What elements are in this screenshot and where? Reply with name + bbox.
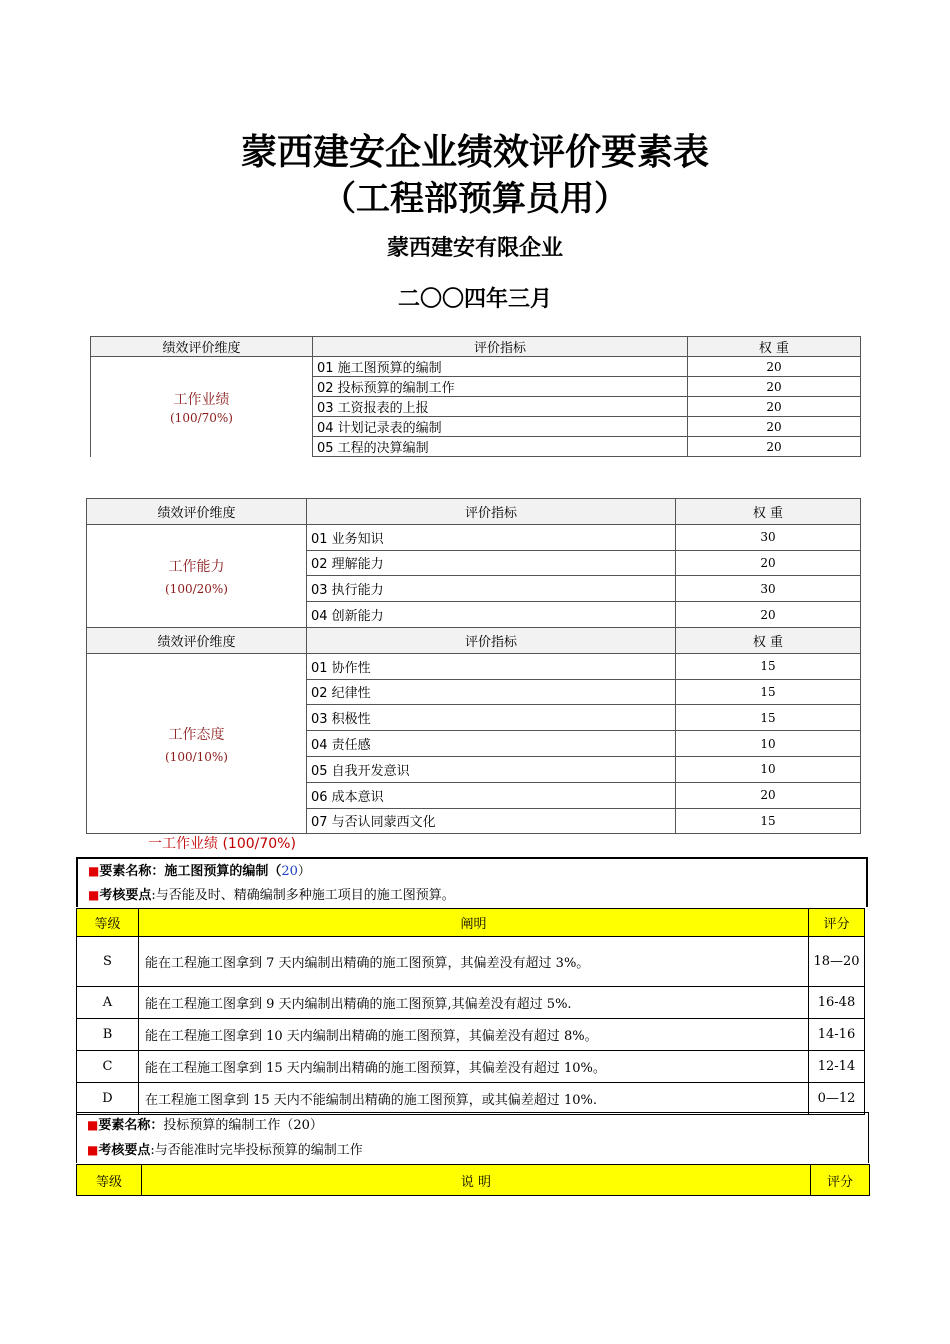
score-cell: 18—20 (809, 937, 865, 987)
weight-cell: 20 (676, 782, 861, 808)
document-subtitle: （工程部预算员用） (322, 179, 628, 219)
element-name-label: 要素名称： (98, 1118, 164, 1133)
grade-cell: B (77, 1019, 139, 1051)
description-cell: 能在工程施工图拿到 9 天内编制出精确的施工图预算,其偏差没有超过 5%. (139, 987, 809, 1019)
table-header-indicator: 评价指标 (313, 337, 688, 357)
description-cell: 在工程施工图拿到 15 天内不能编制出精确的施工图预算，或其偏差超过 10%. (139, 1083, 809, 1115)
description-cell: 能在工程施工图拿到 10 天内编制出精确的施工图预算，其偏差没有超过 8%。 (139, 1019, 809, 1051)
grade-header: 等级 (77, 909, 139, 937)
weight-cell: 20 (688, 357, 861, 377)
key-point-label: 考核要点 (98, 1143, 151, 1158)
grade-cell: A (77, 987, 139, 1019)
indicator-cell: 03 执行能力 (307, 576, 676, 602)
grade-cell: D (77, 1083, 139, 1115)
grade-header: 等级 (77, 1165, 142, 1196)
dimension-cell (87, 524, 307, 627)
dimension-percent: (100/20%) (165, 581, 228, 596)
red-square-icon: ■ (87, 1118, 99, 1132)
dimension-cell (91, 357, 313, 457)
table-header-indicator: 评价指标 (307, 627, 676, 653)
indicator-cell: 04 创新能力 (307, 602, 676, 628)
red-square-icon: ■ (87, 1143, 99, 1157)
indicator-cell: 01 施工图预算的编制 (313, 357, 688, 377)
score-cell: 14-16 (809, 1019, 865, 1051)
key-point-value: :与否能及时、精确编制多种施工项目的施工图预算。 (151, 888, 455, 903)
weight-cell: 30 (676, 524, 861, 550)
description-header: 阐明 (139, 909, 809, 937)
weight-cell: 10 (676, 756, 861, 782)
indicator-cell: 02 理解能力 (307, 550, 676, 576)
indicator-cell: 06 成本意识 (307, 782, 676, 808)
table-header-dimension: 绩效评价维度 (91, 337, 313, 357)
indicator-cell: 04 责任感 (307, 731, 676, 757)
company-name: 蒙西建安有限企业 (386, 236, 563, 261)
indicator-cell: 04 计划记录表的编制 (313, 417, 688, 437)
element-name-value: 施工图预算的编制（ (164, 864, 282, 879)
key-point-value: :与否能准时完毕投标预算的编制工作 (150, 1143, 363, 1158)
weight-cell: 20 (688, 417, 861, 437)
element-score: 20 (281, 864, 298, 879)
indicator-cell: 05 工程的决算编制 (313, 437, 688, 457)
indicator-cell: 02 纪律性 (307, 679, 676, 705)
indicator-cell: 01 业务知识 (307, 524, 676, 550)
grade-cell: C (77, 1051, 139, 1083)
dimension-name: 工作态度 (168, 726, 225, 743)
description-cell: 能在工程施工图拿到 15 天内编制出精确的施工图预算，其偏差没有超过 10%。 (139, 1051, 809, 1083)
element-name-close: ） (297, 864, 311, 879)
weight-cell: 20 (676, 602, 861, 628)
indicator-cell: 07 与否认同蒙西文化 (307, 808, 676, 834)
work-performance-table (90, 336, 861, 457)
element-name-label: 要素名称： (99, 864, 165, 879)
indicator-cell: 02 投标预算的编制工作 (313, 377, 688, 397)
table-header-weight: 权 重 (676, 499, 861, 525)
dimension-name: 工作能力 (168, 558, 225, 575)
grade-cell: S (77, 937, 139, 987)
dimension-cell (87, 653, 307, 834)
element-box-2 (76, 1112, 869, 1163)
table-header-weight: 权 重 (688, 337, 861, 357)
dimension-name: 工作业绩 (173, 391, 230, 408)
element-name-value: 投标预算的编制工作（20） (163, 1118, 323, 1133)
weight-cell: 15 (676, 808, 861, 834)
grade-table-2 (76, 1164, 870, 1196)
red-square-icon: ■ (88, 864, 100, 878)
weight-cell: 15 (676, 679, 861, 705)
dimension-percent: (100/10%) (165, 749, 228, 764)
weight-cell: 20 (676, 550, 861, 576)
description-cell: 能在工程施工图拿到 7 天内编制出精确的施工图预算，其偏差没有超过 3%。 (139, 937, 809, 987)
weight-cell: 20 (688, 377, 861, 397)
score-header: 评分 (809, 909, 865, 937)
weight-cell: 30 (676, 576, 861, 602)
table-header-dimension: 绩效评价维度 (87, 627, 307, 653)
element-name-line (78, 859, 866, 883)
section-title: 一工作业绩 (100/70%) (148, 836, 296, 852)
table-header-indicator: 评价指标 (307, 499, 676, 525)
indicator-cell: 03 工资报表的上报 (313, 397, 688, 417)
indicator-cell: 01 协作性 (307, 653, 676, 679)
table-header-dimension: 绩效评价维度 (87, 499, 307, 525)
weight-cell: 10 (676, 731, 861, 757)
key-point-line (78, 883, 866, 907)
key-point-label: 考核要点 (99, 888, 152, 903)
red-square-icon: ■ (88, 888, 100, 902)
weight-cell: 20 (688, 397, 861, 417)
document-title: 蒙西建安企业绩效评价要素表 (240, 132, 709, 173)
key-point-line (77, 1138, 868, 1163)
description-header: 说 明 (142, 1165, 811, 1196)
score-cell: 0—12 (809, 1083, 865, 1115)
score-cell: 16-48 (809, 987, 865, 1019)
element-box-1 (76, 857, 868, 907)
weight-cell: 15 (676, 705, 861, 731)
weight-cell: 15 (676, 653, 861, 679)
indicator-cell: 05 自我开发意识 (307, 756, 676, 782)
document-date: 二〇〇四年三月 (397, 287, 552, 312)
grade-table-1 (76, 908, 865, 1115)
element-name-line (77, 1113, 868, 1138)
table-header-weight: 权 重 (676, 627, 861, 653)
indicator-cell: 03 积极性 (307, 705, 676, 731)
dimension-percent: (100/70%) (170, 410, 233, 425)
ability-attitude-table (86, 498, 861, 834)
weight-cell: 20 (688, 437, 861, 457)
score-header: 评分 (811, 1165, 870, 1196)
score-cell: 12-14 (809, 1051, 865, 1083)
